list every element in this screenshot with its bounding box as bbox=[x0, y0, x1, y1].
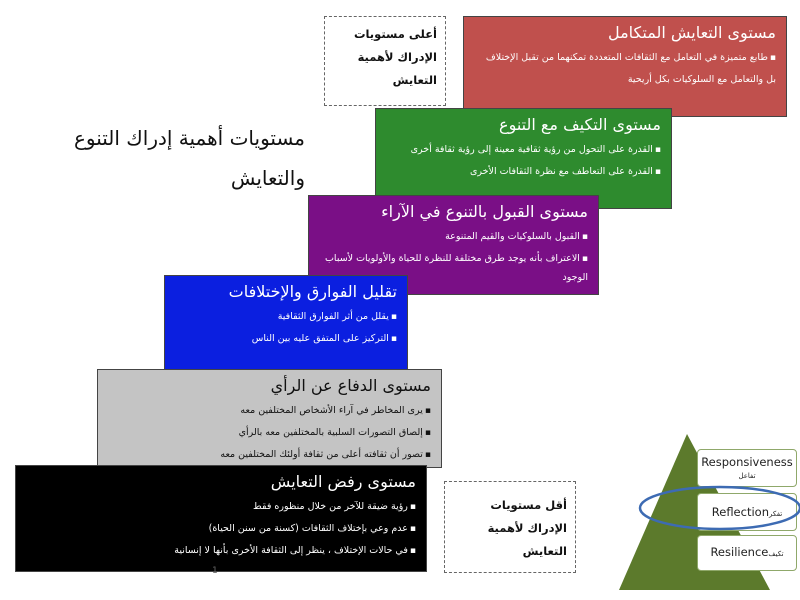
step-title: مستوى التعايش المتكامل bbox=[607, 23, 776, 42]
step-bullet: ▪رؤية ضيقة للآخر من خلال منظوره فقط bbox=[253, 501, 416, 512]
page-number: 1 bbox=[212, 566, 218, 576]
step-title: مستوى رفض التعايش bbox=[270, 472, 416, 491]
responsiveness-label: Responsiveness تفاعل bbox=[697, 449, 797, 487]
step-bullet: ▪الاعتراف بأنه يوجد طرق مختلفة للنظرة للحياة والأولويات لأسباب bbox=[324, 253, 588, 264]
step-adaptation bbox=[375, 108, 672, 209]
resilience-label: Resilienceتكيف bbox=[697, 535, 797, 571]
step-reject-coexistence bbox=[15, 465, 427, 572]
step-bullet: ▪تصور أن ثقافته أعلى من ثقافة أولئك المختلفين معه bbox=[220, 449, 431, 460]
step-bullet: ▪القدرة على التعاطف مع نظرة الثقافات الأخرى bbox=[469, 166, 661, 177]
step-bullet: ▪القدرة على التحول من رؤية ثقافية معينة إلى رؤية ثقافة أخرى bbox=[410, 144, 661, 155]
step-bullet: الوجود bbox=[562, 272, 588, 283]
step-bullet: بل والتعامل مع السلوكيات بكل أريحية bbox=[627, 74, 776, 85]
step-bullet: ▪عدم وعي بإختلاف الثقافات (كسنة من سنن الحياة) bbox=[208, 523, 416, 534]
step-bullet: ▪يقلل من أثر الفوارق الثقافية bbox=[277, 311, 397, 322]
step-integrated-coexistence bbox=[463, 16, 787, 117]
page-title: مستويات أهمية إدراك التنوع والتعايش bbox=[73, 126, 305, 190]
step-bullet: ▪طابع متميزة في التعامل مع الثقافات المتعددة تمكنهما من تقبل الإختلاف bbox=[485, 52, 776, 63]
lowest-level-note: أقل مستويات الإدراك لأهمية التعايش bbox=[444, 481, 576, 573]
step-bullet: ▪إلصاق التصورات السلبية بالمختلفين معه بالرأي bbox=[238, 427, 431, 438]
step-bullet: ▪يرى المخاطر في آراء الأشخاص المختلفين معه bbox=[240, 405, 431, 416]
step-defend-opinion bbox=[97, 369, 442, 468]
step-title: تقليل الفوارق والإختلافات bbox=[228, 282, 397, 301]
reflection-label: Reflectionتفكر bbox=[697, 493, 797, 531]
step-title: مستوى القبول بالتنوع في الآراء bbox=[381, 202, 588, 221]
highest-level-note: أعلى مستويات الإدراك لأهمية التعايش bbox=[324, 16, 446, 106]
step-bullet: ▪التركيز على المتفق عليه بين الناس bbox=[251, 333, 397, 344]
step-title: مستوى التكيف مع التنوع bbox=[499, 115, 661, 134]
step-reduce-differences bbox=[164, 275, 408, 375]
step-title: مستوى الدفاع عن الرأي bbox=[270, 376, 431, 395]
step-bullet: ▪القبول بالسلوكيات والقيم المتنوعة bbox=[445, 231, 588, 242]
step-bullet: ▪في حالات الإختلاف ، ينظر إلى الثقافة الأخرى بأنها لا إنسانية bbox=[174, 545, 416, 556]
reflection-highlight-ellipse bbox=[636, 482, 800, 532]
